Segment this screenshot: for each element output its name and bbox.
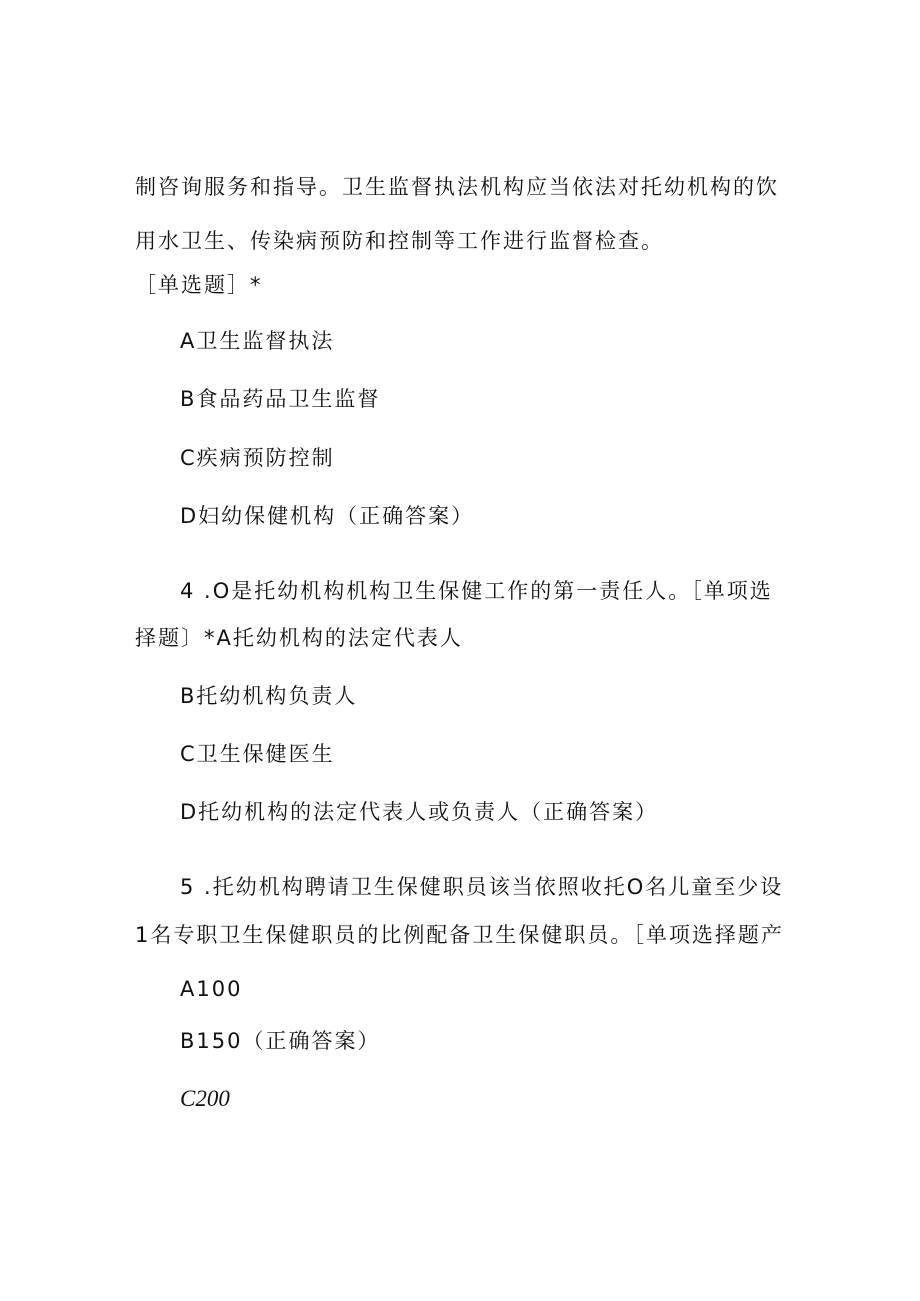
question-5-option-a: A100 bbox=[180, 977, 243, 1001]
question-3-option-b: B食品药品卫生监督 bbox=[180, 387, 381, 411]
question-4-option-c: C卫生保健医生 bbox=[180, 742, 335, 766]
question-5-text-line-2: 1名专职卫生保健职员的比例配备卫生保健职员。［单项选择题产 bbox=[135, 923, 784, 947]
question-3-text-line-2: 用水卫生、传染病预防和控制等工作进行监督检查。 bbox=[135, 229, 664, 253]
question-4-option-b: B托幼机构负责人 bbox=[180, 684, 358, 708]
question-5-option-b: B150（正确答案） bbox=[180, 1029, 381, 1053]
question-3-option-a: A卫生监督执法 bbox=[180, 329, 335, 353]
question-5-text-line-1: 5 .托幼机构聘请卫生保健职员该当依照收托O名儿童至少设 bbox=[180, 875, 784, 899]
question-4-text-line-2: 择题〕*A托幼机构的法定代表人 bbox=[135, 626, 463, 650]
question-3-option-c: C疾病预防控制 bbox=[180, 446, 335, 470]
question-4-option-d: D托幼机构的法定代表人或负责人（正确答案） bbox=[180, 800, 659, 824]
question-3-type-tag: ［单选题］* bbox=[135, 273, 263, 297]
question-4-text-line-1: 4 .O是托幼机构机构卫生保健工作的第一责任人。［单项选 bbox=[180, 579, 773, 603]
question-3-text-line-1: 制咨询服务和指导。卫生监督执法机构应当依法对托幼机构的饮 bbox=[135, 175, 779, 199]
question-3-option-d: D妇幼保健机构（正确答案） bbox=[180, 504, 475, 528]
question-5-option-c: C200 bbox=[180, 1086, 230, 1111]
